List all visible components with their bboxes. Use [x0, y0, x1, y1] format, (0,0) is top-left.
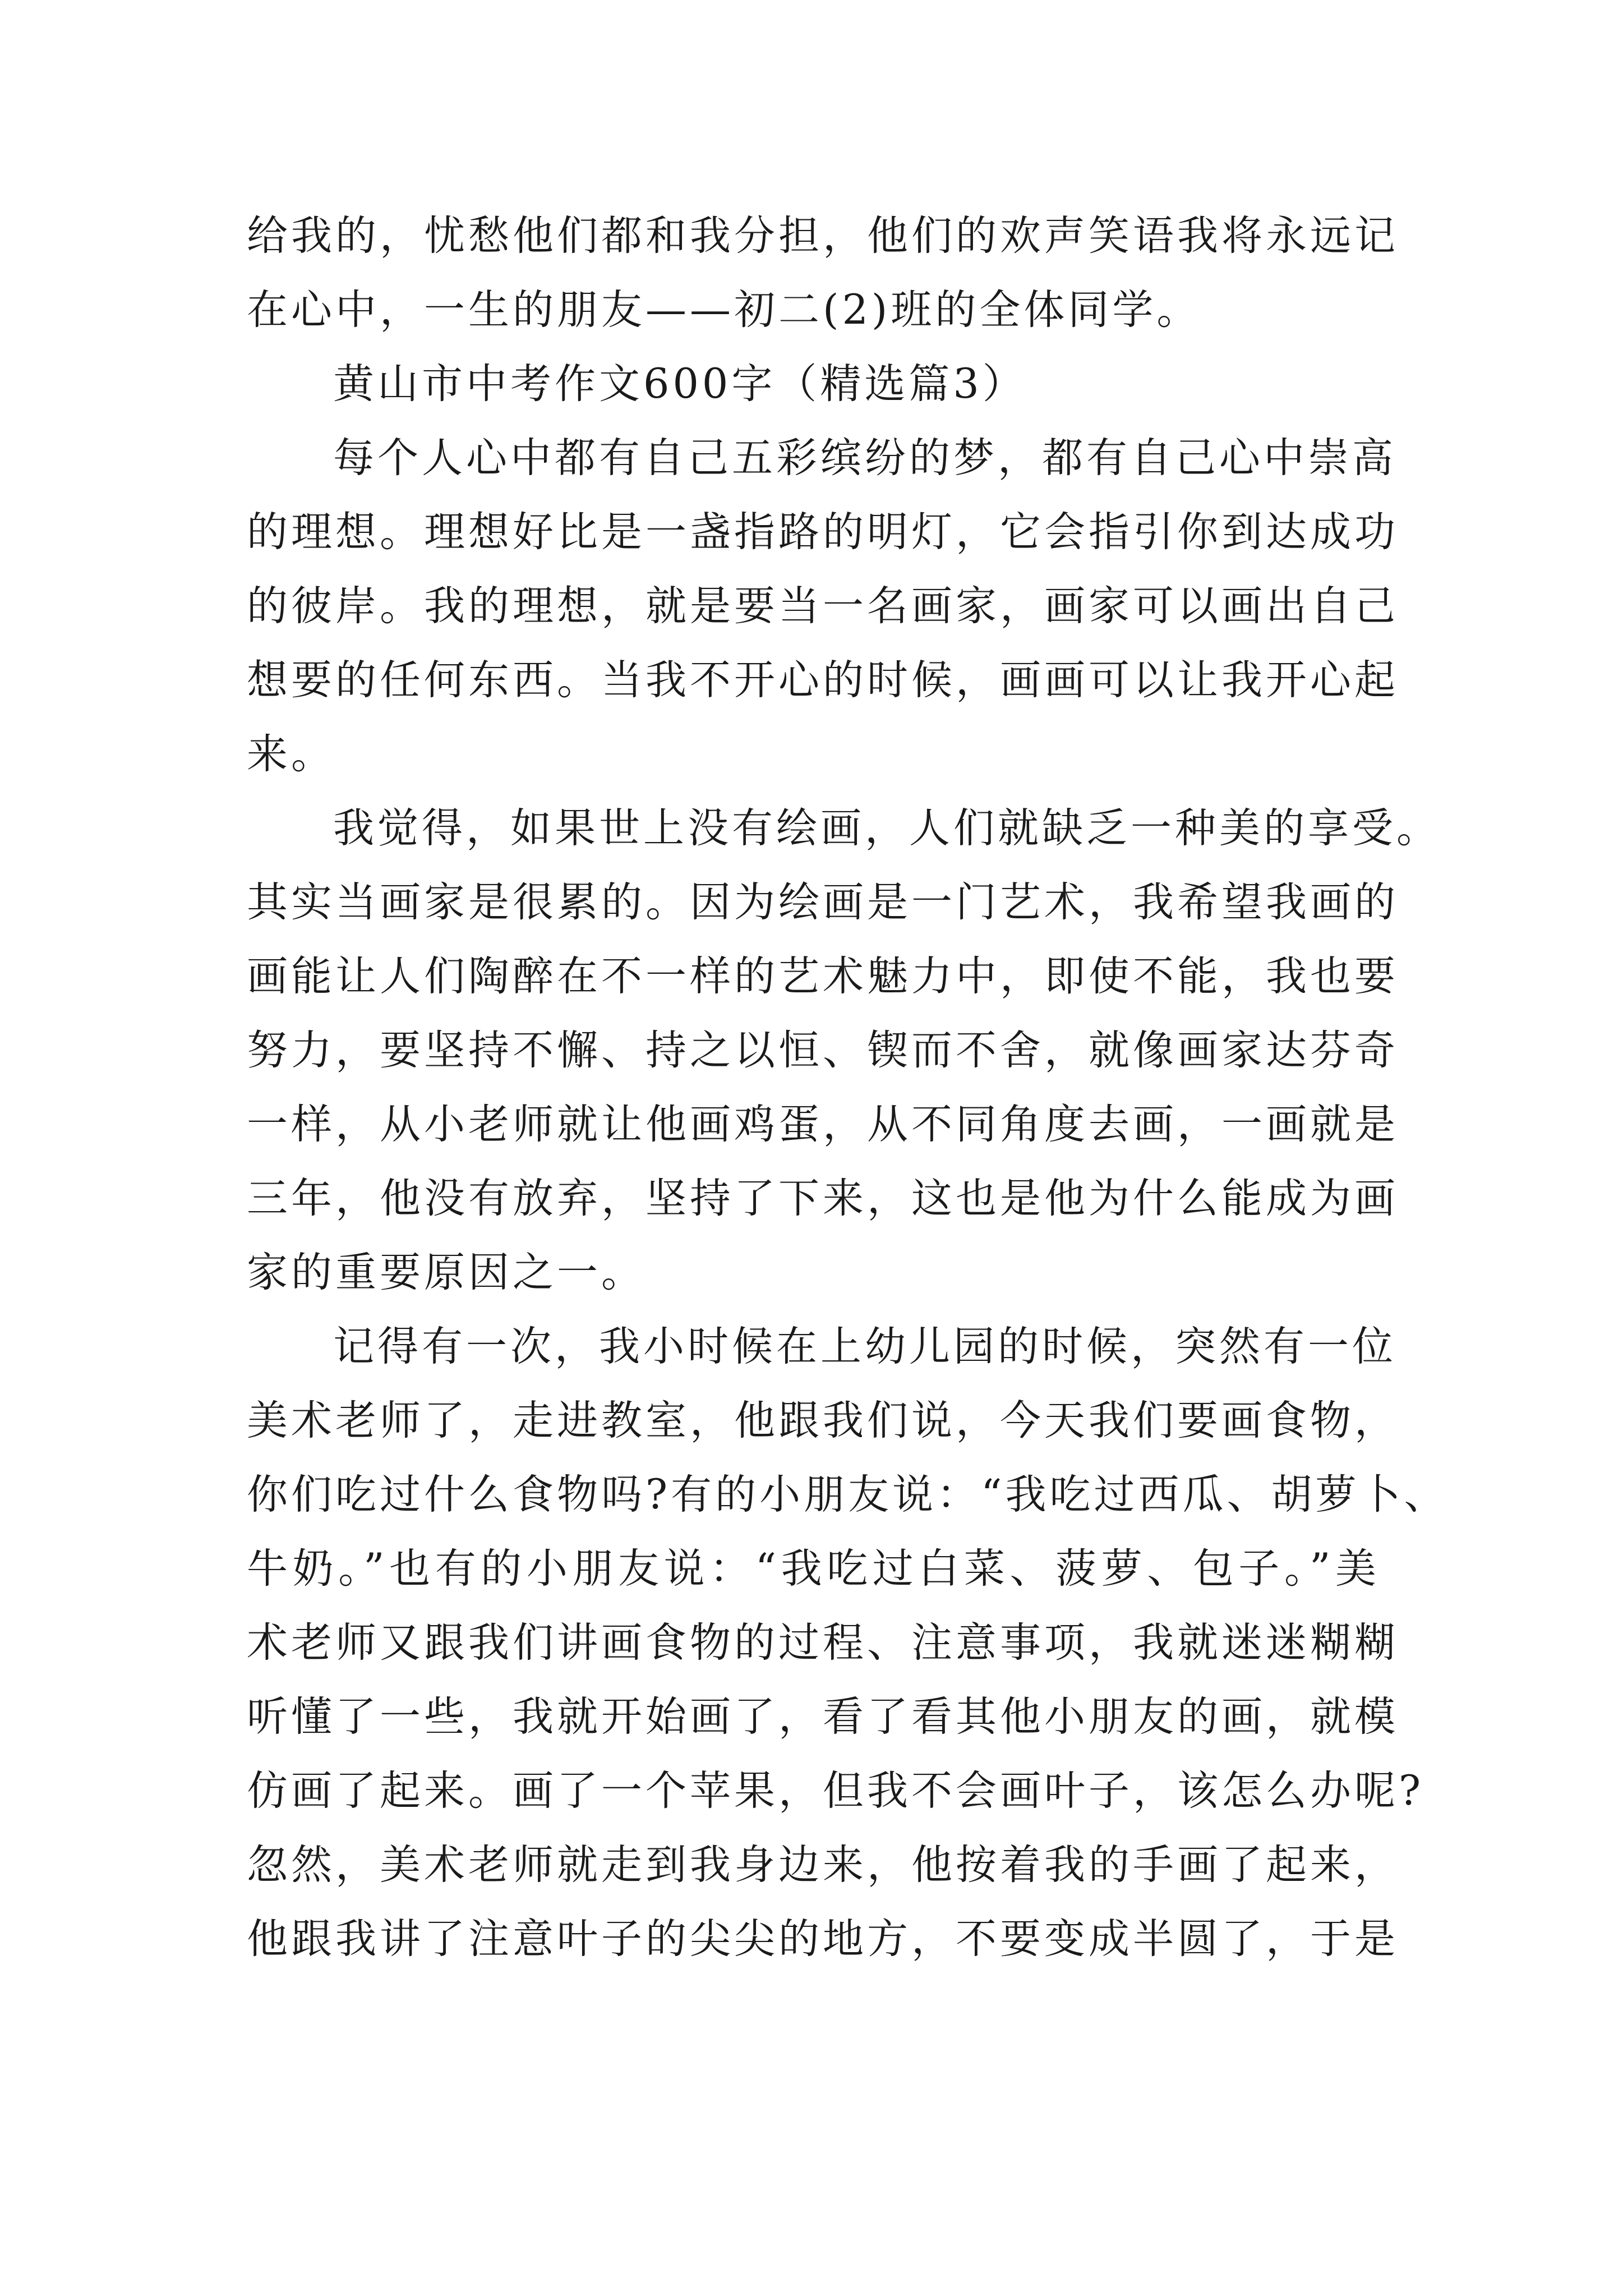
body-line: 三年，他没有放弃，坚持了下来，这也是他为什么能成为画 — [247, 1175, 1399, 1222]
body-line: 的彼岸。我的理想，就是要当一名画家，画家可以画出自己 — [247, 582, 1399, 630]
section-heading: 黄山市中考作文600字（精选篇3） — [333, 360, 1027, 408]
paragraph-first-line: 记得有一次，我小时候在上幼儿园的时候，突然有一位 — [333, 1323, 1396, 1370]
body-line: 家的重要原因之一。 — [247, 1249, 645, 1296]
body-line: 的理想。理想好比是一盏指路的明灯，它会指引你到达成功 — [247, 508, 1399, 556]
body-line: 来。 — [247, 730, 335, 778]
body-line: 你们吃过什么食物吗?有的小朋友说：“我吃过西瓜、胡萝卜、 — [247, 1471, 1449, 1519]
body-line: 听懂了一些，我就开始画了，看了看其他小朋友的画，就模 — [247, 1693, 1399, 1741]
body-line: 画能让人们陶醉在不一样的艺术魅力中，即使不能，我也要 — [247, 953, 1399, 1000]
body-line: 努力，要坚持不懈、持之以恒、锲而不舍，就像画家达芬奇 — [247, 1027, 1399, 1074]
body-line: 其实当画家是很累的。因为绘画是一门艺术，我希望我画的 — [247, 878, 1399, 926]
body-line: 给我的，忧愁他们都和我分担，他们的欢声笑语我将永远记 — [247, 212, 1399, 260]
body-line: 想要的任何东西。当我不开心的时候，画画可以让我开心起 — [247, 656, 1399, 704]
paragraph-first-line: 每个人心中都有自己五彩缤纷的梦，都有自己心中崇高 — [333, 434, 1396, 482]
body-line: 术老师又跟我们讲画食物的过程、注意事项，我就迷迷糊糊 — [247, 1619, 1399, 1667]
essay-body — [247, 199, 1449, 1976]
body-line: 忽然，美术老师就走到我身边来，他按着我的手画了起来， — [247, 1841, 1399, 1889]
body-line: 美术老师了，走进教室，他跟我们说，今天我们要画食物， — [247, 1397, 1399, 1444]
body-line: 仿画了起来。画了一个苹果，但我不会画叶子，该怎么办呢? — [247, 1767, 1424, 1815]
body-line: 一样，从小老师就让他画鸡蛋，从不同角度去画，一画就是 — [247, 1101, 1399, 1148]
body-line: 在心中，一生的朋友——初二(2)班的全体同学。 — [247, 286, 1201, 334]
body-line: 牛奶。”也有的小朋友说：“我吃过白菜、菠萝、包子。”美 — [247, 1545, 1380, 1593]
paragraph-first-line: 我觉得，如果世上没有绘画，人们就缺乏一种美的享受。 — [333, 804, 1441, 852]
body-line: 他跟我讲了注意叶子的尖尖的地方，不要变成半圆了，于是 — [247, 1915, 1399, 1963]
